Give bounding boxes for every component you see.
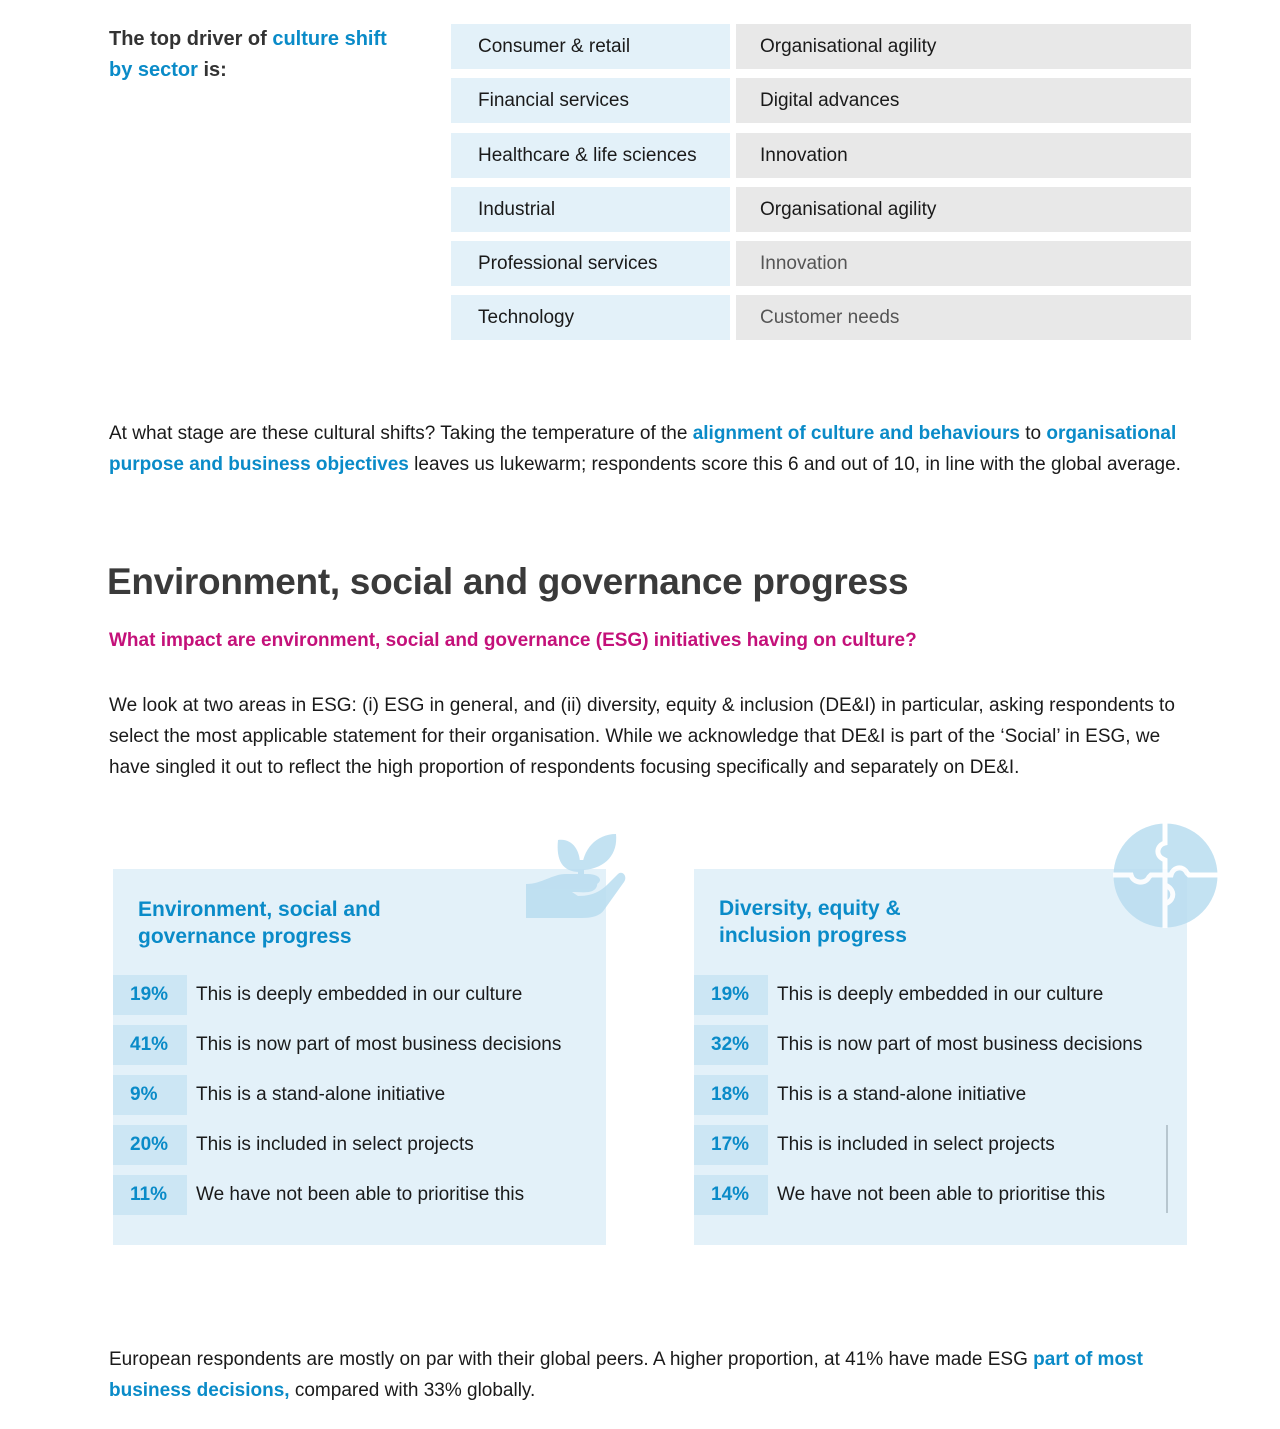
stat-value: 18% (694, 1075, 768, 1115)
alignment-paragraph (109, 418, 1189, 480)
text: European respondents are mostly on par with their global peers. A higher proportion, at 41% have made ESG (109, 1349, 1034, 1370)
stat-value: 14% (694, 1175, 768, 1215)
stat-row (694, 975, 1103, 1015)
stat-value: 20% (113, 1125, 187, 1165)
stat-label: We have not been able to prioritise this (196, 1184, 525, 1205)
stat-label: This is deeply embedded in our culture (777, 984, 1104, 1005)
stat-value: 41% (113, 1025, 187, 1065)
sector-cell: Healthcare & life sciences (451, 133, 730, 178)
text: to (1019, 423, 1047, 444)
section-intro: We look at two areas in ESG: (i) ESG in general, and (ii) diversity, equity & inclusion (DE&I) in particular, asking respondents to select the most applicable statement for their organisation. While we acknowledge that DE&I is part of the ‘Social’ in ESG, we have singled it out to reflect the high proportion of respondents focusing specifically and separately on DE&I. (109, 695, 1175, 778)
text: leaves us lukewarm; respondents score this 6 and out of 10, in line with the global average. (408, 454, 1181, 475)
driver-label-highlight: culture shift by sector (109, 28, 387, 81)
stat-label: This is included in select projects (777, 1134, 1055, 1155)
driver-cell: Innovation (736, 241, 1191, 286)
hand-plant-icon (522, 830, 628, 922)
card-title-line: Environment, social and (138, 898, 381, 921)
esg-progress-card (113, 869, 606, 1245)
stat-row (113, 1175, 524, 1215)
stat-value: 11% (113, 1175, 187, 1215)
card-title (138, 896, 381, 950)
driver-cell: Digital advances (736, 78, 1191, 123)
stat-value: 17% (694, 1125, 768, 1165)
section-title: Environment, social and governance progress (107, 561, 909, 602)
driver-label-prefix: The top driver of (109, 28, 273, 50)
closing-paragraph (109, 1344, 1189, 1406)
stat-label: This is now part of most business decisions (196, 1034, 562, 1055)
section-question: What impact are environment, social and governance (ESG) initiatives having on culture? (109, 630, 917, 651)
table-row (451, 133, 1191, 178)
stat-row (694, 1025, 1142, 1065)
driver-label-suffix: is: (197, 59, 227, 81)
stat-row (113, 975, 522, 1015)
table-row (451, 241, 1191, 286)
stat-value: 9% (113, 1075, 187, 1115)
stat-label: This is included in select projects (196, 1134, 474, 1155)
stat-row (694, 1125, 1055, 1165)
sector-cell: Technology (451, 295, 730, 340)
table-row (451, 78, 1191, 123)
stat-row (113, 1025, 561, 1065)
stat-row (113, 1125, 474, 1165)
stat-value: 32% (694, 1025, 768, 1065)
driver-cell: Organisational agility (736, 24, 1191, 69)
sector-driver-table (451, 24, 1191, 350)
stat-label: This is now part of most business decisions (777, 1034, 1143, 1055)
driver-cell: Customer needs (736, 295, 1191, 340)
card-title-line: inclusion progress (719, 924, 907, 947)
stat-label: This is deeply embedded in our culture (196, 984, 523, 1005)
text: compared with 33% globally. (289, 1380, 536, 1401)
sector-cell: Consumer & retail (451, 24, 730, 69)
stat-row (694, 1175, 1105, 1215)
table-row (451, 187, 1191, 232)
card-title-line: governance progress (138, 925, 352, 948)
divider-line (1166, 1125, 1168, 1213)
stat-label: This is a stand-alone initiative (777, 1084, 1027, 1105)
stat-label: We have not been able to prioritise this (777, 1184, 1106, 1205)
stat-row (113, 1075, 445, 1115)
sector-cell: Industrial (451, 187, 730, 232)
driver-cell: Innovation (736, 133, 1191, 178)
card-title (719, 895, 907, 949)
table-row (451, 24, 1191, 69)
text: At what stage are these cultural shifts? Taking the temperature of the (109, 423, 693, 444)
alignment-link[interactable]: alignment of culture and behaviours (692, 423, 1020, 444)
purpose-link[interactable]: organisational purpose and business objectives (109, 423, 1177, 475)
table-row (451, 295, 1191, 340)
sector-cell: Professional services (451, 241, 730, 286)
stat-label: This is a stand-alone initiative (196, 1084, 446, 1105)
puzzle-icon (1113, 823, 1218, 928)
sector-cell: Financial services (451, 78, 730, 123)
stat-row (694, 1075, 1026, 1115)
business-decisions-link[interactable]: part of most business decisions, (109, 1349, 1143, 1401)
sector-driver-label (109, 24, 409, 86)
driver-cell: Organisational agility (736, 187, 1191, 232)
stat-value: 19% (694, 975, 768, 1015)
stat-value: 19% (113, 975, 187, 1015)
card-title-line: Diversity, equity & (719, 897, 901, 920)
